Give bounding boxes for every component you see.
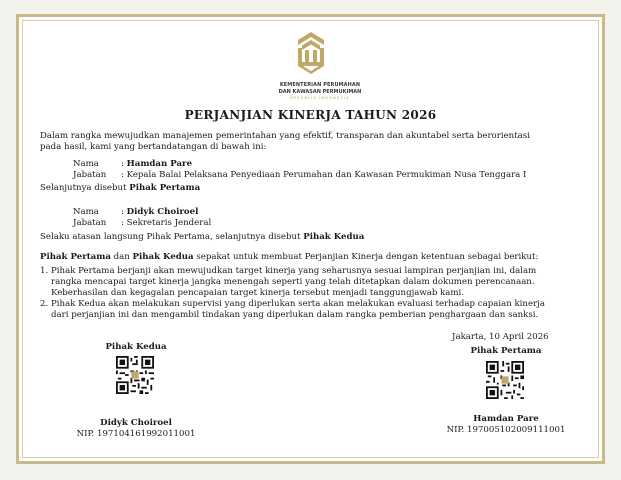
logo-text-line1: KEMENTERIAN PERUMAHAN: [279, 82, 361, 88]
sign-left-name: Didyk Choiroel: [100, 418, 172, 428]
party2-ref-prefix: Selaku atasan langsung Pihak Pertama, selanjutnya disebut: [40, 232, 304, 242]
party1-ref-prefix: Selanjutnya disebut: [40, 183, 130, 193]
sign-left-qr-code: [116, 356, 154, 394]
sign-right-name: Hamdan Pare: [473, 414, 539, 424]
agreement-mid: dan: [110, 252, 133, 262]
sign-left-nip: NIP. 197104161992011001: [76, 429, 196, 439]
sign-right-role: Pihak Pertama: [470, 346, 542, 356]
party2-nama-label: Nama: [73, 207, 99, 217]
place-date: Jakarta, 10 April 2026: [452, 332, 549, 342]
party2-jabatan-label: Jabatan: [73, 218, 107, 228]
party2-reference: [40, 232, 364, 243]
sign-right-nip: NIP. 197005102009111001: [446, 425, 566, 435]
party1-jabatan-row: : Kepala Balai Pelaksana Penyediaan Perumahan dan Kawasan Permukiman Nusa Tenggara I: [121, 170, 527, 180]
item1-line2: rangka mencapai target kinerja jangka menengah seperti yang telah ditetapkan dalam dokumen perencanaan.: [51, 277, 535, 287]
agreement-party1: Pihak Pertama: [40, 252, 111, 262]
party2-nama-value: Didyk Choiroel: [126, 207, 199, 217]
party1-nama-label: Nama: [73, 159, 99, 169]
party1-nama-row: : Hamdan Pare: [121, 159, 193, 169]
party2-jabatan-row: : Sekretaris Jenderal: [121, 218, 212, 228]
party2-nama-row: : Didyk Choiroel: [121, 207, 199, 217]
sign-right-qr-code: [486, 361, 524, 399]
party2-jabatan-value: Sekretaris Jenderal: [126, 218, 212, 228]
party2-ref-name: Pihak Kedua: [303, 232, 365, 242]
party1-nama-value: Hamdan Pare: [126, 159, 193, 169]
item2-line2: dari perjanjian ini dan mengambil tindakan yang diperlukan dalam rangka pemberian penghargaan dan sanksi.: [51, 310, 539, 320]
party1-jabatan-label: Jabatan: [73, 170, 107, 180]
agreement-rest: sepakat untuk membuat Perjanjian Kinerja dengan ketentuan sebagai berikut:: [193, 252, 539, 262]
agreement-sentence: [40, 252, 538, 263]
logo-text-line3: REPUBLIK INDONESIA: [290, 96, 350, 100]
item1-number: 1.: [40, 266, 49, 276]
agreement-party2: Pihak Kedua: [132, 252, 194, 262]
item2-number: 2.: [40, 299, 49, 309]
document-title: PERJANJIAN KINERJA TAHUN 2026: [184, 108, 437, 122]
sign-left-role: Pihak Kedua: [105, 342, 167, 352]
item1-line3: Keberhasilan dan kegagalan pencapaian target kinerja tersebut menjadi tanggungjawab kami.: [51, 288, 465, 298]
party1-jabatan-value: Kepala Balai Pelaksana Penyediaan Perumahan dan Kawasan Permukiman Nusa Tenggara I: [126, 170, 527, 180]
party1-reference: [40, 183, 200, 194]
party1-ref-name: Pihak Pertama: [129, 183, 201, 193]
intro-line2: pada hasil, kami yang bertandatangan di bawah ini:: [40, 142, 267, 152]
intro-line1: Dalam rangka mewujudkan manajemen pemerintahan yang efektif, transparan dan akuntabel serta berorientasi: [40, 131, 530, 141]
item1-line1: Pihak Pertama berjanji akan mewujudkan target kinerja yang seharusnya sesuai lampiran perjanjian ini, dalam: [51, 266, 537, 276]
logo-text-line2: DAN KAWASAN PERMUKIMAN: [278, 89, 362, 95]
item2-line1: Pihak Kedua akan melakukan supervisi yang diperlukan serta akan melakukan evaluasi terhadap capaian kinerja: [51, 299, 545, 309]
ministry-logo-icon: [290, 30, 332, 78]
